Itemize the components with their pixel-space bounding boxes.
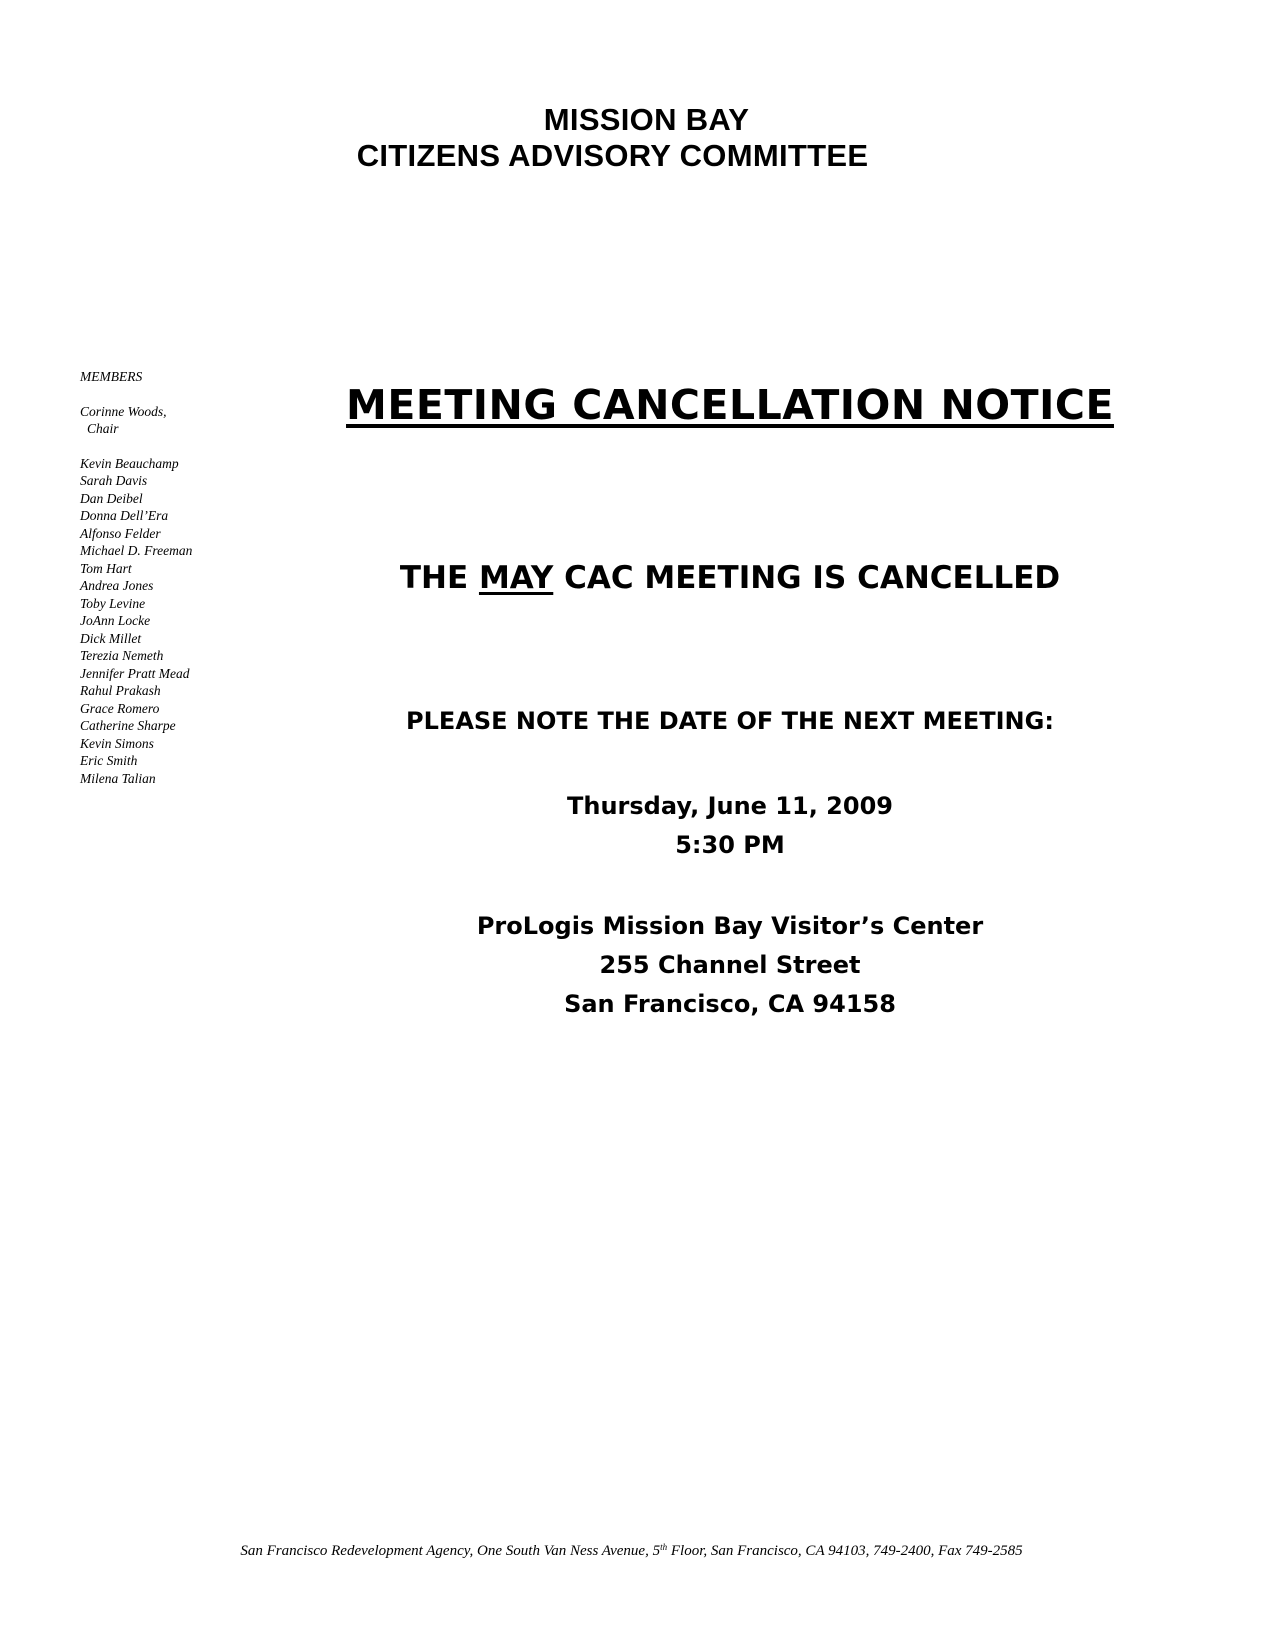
member-name: Rahul Prakash <box>80 683 161 698</box>
member-name: Donna Dell’Era <box>80 508 169 523</box>
member-name: Dan Deibel <box>80 490 143 506</box>
member-name: Jennifer Pratt Mead <box>80 665 190 681</box>
members-list <box>80 455 270 788</box>
meeting-date: Thursday, June 11, 2009 <box>567 792 893 820</box>
next-meeting-heading: PLEASE NOTE THE DATE OF THE NEXT MEETING: <box>406 707 1054 735</box>
venue-city: San Francisco, CA 94158 <box>564 990 896 1018</box>
cancellation-prefix: THE <box>399 560 479 596</box>
venue-street: 255 Channel Street <box>599 951 861 979</box>
chair-entry <box>80 403 270 438</box>
member-name: Kevin Beauchamp <box>80 455 179 471</box>
member-name: Catherine Sharpe <box>80 718 176 733</box>
chair-title: Chair <box>87 421 119 436</box>
footer-text: San Francisco Redevelopment Agency, One South Van Ness Avenue, 5th Floor, San Francisco, CA 94103, 749-2400, Fax 749-2585 <box>240 1542 1023 1559</box>
member-name: Tom Hart <box>80 560 132 576</box>
ordinal-suffix: th <box>660 1542 668 1552</box>
meeting-time: 5:30 PM <box>675 831 785 859</box>
member-name: Terezia Nemeth <box>80 648 164 663</box>
cancellation-statement <box>310 558 1150 598</box>
cancelled-month: MAY <box>478 560 554 596</box>
member-name: Toby Levine <box>80 595 146 611</box>
member-name: JoAnn Locke <box>80 613 151 628</box>
footer-address <box>0 1541 1275 1561</box>
organization-name-line2: CITIZENS ADVISORY COMMITTEE <box>356 138 869 173</box>
details-spacer <box>310 865 1150 907</box>
cancellation-suffix: CAC MEETING IS CANCELLED <box>553 560 1061 596</box>
organization-name-line1: MISSION BAY <box>543 102 750 137</box>
member-name: Andrea Jones <box>80 578 154 593</box>
member-name: Michael D. Freeman <box>80 543 193 558</box>
member-name: Grace Romero <box>80 700 160 716</box>
meeting-venue: ProLogis Mission Bay Visitor’s Center <box>476 912 984 940</box>
chair-name: Corinne Woods, <box>80 403 167 419</box>
member-name: Dick Millet <box>80 630 142 646</box>
members-sidebar <box>80 368 270 787</box>
member-name: Sarah Davis <box>80 473 148 488</box>
members-heading: MEMBERS <box>80 369 143 384</box>
notice-title: MEETING CANCELLATION NOTICE <box>346 381 1114 429</box>
next-meeting-details <box>310 787 1150 1024</box>
member-name: Milena Talian <box>80 770 156 786</box>
member-name: Kevin Simons <box>80 735 154 751</box>
member-name: Eric Smith <box>80 753 138 768</box>
member-name: Alfonso Felder <box>80 525 161 541</box>
